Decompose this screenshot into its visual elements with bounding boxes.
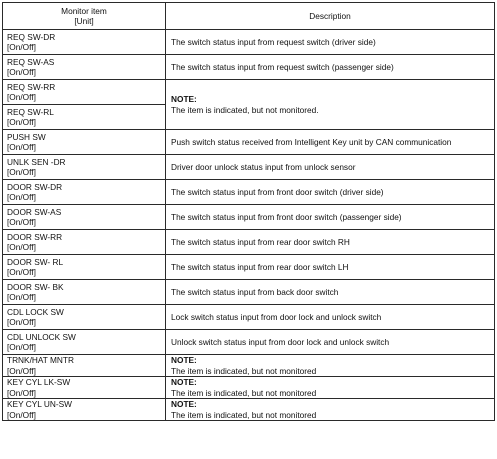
note-cell [166,80,495,130]
table-row [3,180,495,205]
table-row [3,305,495,330]
monitor-item-cell [3,377,166,399]
monitor-item-cell [3,230,166,255]
monitor-item-cell [3,130,166,155]
description-cell: The switch status input from request switch (passenger side) [166,55,495,80]
description-cell: Driver door unlock status input from unlock sensor [166,155,495,180]
description-cell: The switch status input from back door switch [166,280,495,305]
table-row [3,230,495,255]
monitor-item-name: CDL UNLOCK SW [7,331,76,342]
monitor-item-cell [3,399,166,421]
table-row [3,355,495,377]
table-row [3,155,495,180]
description-cell: Push switch status received from Intelligent Key unit by CAN communication [166,130,495,155]
monitor-item-name: REQ SW-RR [7,81,56,92]
note-label: NOTE: [171,94,197,104]
table-row [3,255,495,280]
description-cell: The switch status input from rear door switch RH [166,230,495,255]
monitor-item-unit: [On/Off] [7,42,36,52]
description-header: Description [166,3,495,30]
monitor-item-header-unit: [Unit] [74,16,94,26]
table-row [3,55,495,80]
table-row [3,330,495,355]
monitor-item-unit: [On/Off] [7,117,36,127]
table-row [3,205,495,230]
description-cell: The switch status input from front door switch (passenger side) [166,205,495,230]
monitor-item-cell [3,180,166,205]
monitor-item-unit: [On/Off] [7,365,36,376]
monitor-item-name: REQ SW-AS [7,56,55,67]
description-cell: The switch status input from front door switch (driver side) [166,180,495,205]
monitor-item-cell [3,55,166,80]
monitor-item-cell [3,305,166,330]
monitor-item-header-label: Monitor item [61,5,107,16]
table-row [3,130,495,155]
table-row [3,80,495,105]
monitor-item-name: DOOR SW-AS [7,206,62,217]
monitor-item-unit: [On/Off] [7,142,36,152]
monitor-item-unit: [On/Off] [7,409,36,420]
note-cell [166,377,495,399]
monitor-item-unit: [On/Off] [7,317,36,327]
monitor-item-cell [3,205,166,230]
monitor-item-cell [3,255,166,280]
monitor-item-name: REQ SW-RL [7,106,54,117]
monitor-item-name: DOOR SW-DR [7,181,63,192]
description-cell: Unlock switch status input from door lock and unlock switch [166,330,495,355]
table-row [3,30,495,55]
note-label: NOTE: [171,399,197,409]
monitor-item-name: DOOR SW- BK [7,281,64,292]
monitor-item-name: PUSH SW [7,131,46,142]
description-cell: Lock switch status input from door lock and unlock switch [166,305,495,330]
table-row [3,377,495,399]
monitor-item-name: KEY CYL LK-SW [7,377,71,387]
note-text: The item is indicated, but not monitored. [171,104,319,115]
monitor-item-name: UNLK SEN -DR [7,156,66,167]
monitor-item-cell [3,355,166,377]
table-row [3,399,495,421]
monitor-item-cell [3,330,166,355]
monitor-item-name: REQ SW-DR [7,31,56,42]
monitor-item-unit: [On/Off] [7,217,36,227]
table-header-row [3,3,495,30]
monitor-item-name: CDL LOCK SW [7,306,64,317]
monitor-item-name: DOOR SW-RR [7,231,63,242]
monitor-item-name: TRNK/HAT MNTR [7,355,74,365]
monitor-item-unit: [On/Off] [7,242,36,252]
table-row [3,280,495,305]
note-cell [166,399,495,421]
note-cell [166,355,495,377]
note-text: The item is indicated, but not monitored [171,387,317,398]
monitor-item-cell [3,280,166,305]
monitor-item-unit: [On/Off] [7,67,36,77]
monitor-item-cell [3,30,166,55]
note-text: The item is indicated, but not monitored [171,409,317,420]
monitor-item-cell [3,155,166,180]
monitor-item-unit: [On/Off] [7,387,36,398]
note-label: NOTE: [171,355,197,365]
monitor-item-name: DOOR SW- RL [7,256,64,267]
description-cell: The switch status input from rear door switch LH [166,255,495,280]
monitor-item-cell [3,105,166,130]
monitor-item-unit: [On/Off] [7,167,36,177]
monitor-item-header [3,3,166,30]
monitor-item-table [2,2,495,421]
monitor-item-unit: [On/Off] [7,342,36,352]
monitor-item-unit: [On/Off] [7,92,36,102]
monitor-item-name: KEY CYL UN-SW [7,399,73,409]
monitor-item-cell [3,80,166,105]
monitor-item-unit: [On/Off] [7,267,36,277]
monitor-item-unit: [On/Off] [7,192,36,202]
note-label: NOTE: [171,377,197,387]
note-text: The item is indicated, but not monitored [171,365,317,376]
description-cell: The switch status input from request switch (driver side) [166,30,495,55]
monitor-item-unit: [On/Off] [7,292,36,302]
